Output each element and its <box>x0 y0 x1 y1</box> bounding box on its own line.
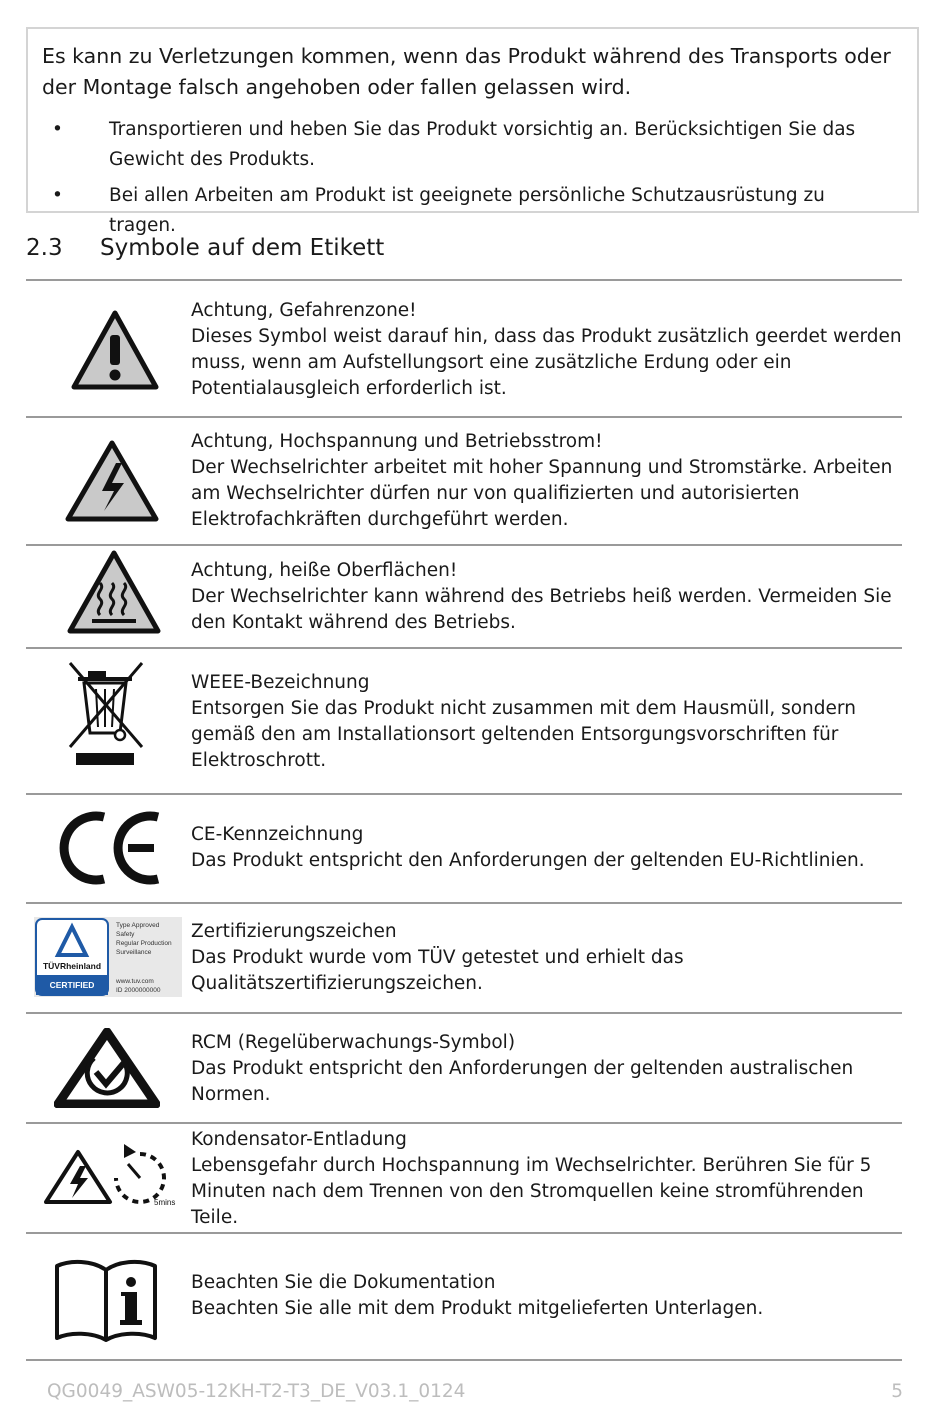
hot-surface-icon <box>26 546 191 647</box>
tuv-id: ID 2000000000 <box>116 987 161 994</box>
capacitor-time-label: 5mins <box>154 1198 176 1207</box>
tuv-line: Regular Production <box>116 940 172 947</box>
symbol-description <box>191 558 902 636</box>
symbol-row-ce <box>26 795 902 902</box>
ce-mark-icon <box>26 795 191 902</box>
table-rule <box>26 1359 902 1361</box>
symbol-text: Dieses Symbol weist darauf hin, dass das Produkt zusätzlich geerdet werden muss, wenn am Aufstellungsort eine zusätzliche Erdung oder ein Potentialausgleich erforderlich ist. <box>191 326 902 399</box>
high-voltage-icon <box>26 418 191 544</box>
symbol-title: Beachten Sie die Dokumentation <box>191 1272 496 1293</box>
symbol-title: RCM (Regelüberwachungs-Symbol) <box>191 1032 516 1053</box>
symbol-row-rcm <box>26 1014 902 1122</box>
symbol-text: Beachten Sie alle mit dem Produkt mitgelieferten Unterlagen. <box>191 1298 764 1319</box>
tuv-web: www.tuv.com <box>116 978 154 985</box>
symbol-title: CE-Kennzeichnung <box>191 824 364 845</box>
capacitor-discharge-icon <box>26 1124 191 1232</box>
symbol-description <box>191 298 902 402</box>
symbol-text: Das Produkt wurde vom TÜV getestet und erhielt das Qualitätszertifizierungszeichen. <box>191 947 684 994</box>
symbol-text: Der Wechselrichter arbeitet mit hoher Spannung und Stromstärke. Arbeiten am Wechselrichter dürfen nur von qualifizierten und autorisierten Elektrofachkräften durchgeführt werden. <box>191 457 893 530</box>
warning-triangle-icon <box>26 281 191 416</box>
tuv-certified: CERTIFIED <box>49 980 95 990</box>
symbol-row-tuv <box>26 904 902 1012</box>
warning-box <box>26 27 919 236</box>
bullet-text: Bei allen Arbeiten am Produkt ist geeignete persönliche Schutzausrüstung zu tragen. <box>109 185 825 236</box>
symbol-row-capacitor <box>26 1124 902 1232</box>
symbol-text: Das Produkt entspricht den Anforderungen der geltenden australischen Normen. <box>191 1058 854 1105</box>
bullet-text: Transportieren und heben Sie das Produkt vorsichtig an. Berücksichtigen Sie das Gewicht des Produkts. <box>109 119 856 170</box>
symbol-description <box>191 670 902 774</box>
symbol-row-documentation <box>26 1234 902 1359</box>
symbol-row-hot-surface <box>26 546 902 647</box>
symbol-description <box>191 1030 902 1108</box>
bullet-dot: • <box>52 119 63 140</box>
section-title: Symbole auf dem Etikett <box>100 235 385 261</box>
tuv-line: Safety <box>116 931 135 938</box>
symbol-text: Entsorgen Sie das Produkt nicht zusammen mit dem Hausmüll, sondern gemäß den am Installationsort geltenden Entsorgungsvorschriften für Elektroschrott. <box>191 698 856 771</box>
read-manual-icon <box>26 1234 191 1359</box>
tuv-line: Surveillance <box>116 949 152 956</box>
symbol-row-weee <box>26 649 902 793</box>
tuv-line: Type Approved <box>116 922 160 929</box>
page-number: 5 <box>891 1381 903 1402</box>
symbol-row-danger-zone <box>26 281 902 416</box>
symbol-text: Der Wechselrichter kann während des Betriebs heiß werden. Vermeiden Sie den Kontakt während des Betriebs. <box>191 586 892 633</box>
symbol-description <box>191 1127 902 1231</box>
warning-title: Es kann zu Verletzungen kommen, wenn das Produkt während des Transports oder der Montage falsch angehoben oder fallen gelassen wird. <box>42 44 891 99</box>
symbol-row-high-voltage <box>26 418 902 544</box>
section-number: 2.3 <box>26 235 63 261</box>
symbol-title: Kondensator-Entladung <box>191 1129 407 1150</box>
symbol-title: Zertifizierungszeichen <box>191 921 397 942</box>
tuv-brand: TÜVRheinland <box>42 961 102 971</box>
symbol-title: Achtung, Gefahrenzone! <box>191 300 417 321</box>
symbol-description <box>191 919 902 997</box>
symbol-description <box>191 822 902 874</box>
document-id: QG0049_ASW05-12KH-T2-T3_DE_V03.1_0124 <box>47 1381 466 1402</box>
tuv-certification-icon <box>26 904 191 1012</box>
bullet-dot: • <box>52 185 63 206</box>
symbol-text: Lebensgefahr durch Hochspannung im Wechselrichter. Berühren Sie für 5 Minuten nach dem Trennen von den Stromquellen keine stromführenden Teile. <box>191 1155 872 1228</box>
rcm-mark-icon <box>26 1014 191 1122</box>
symbol-description <box>191 429 902 533</box>
weee-bin-icon <box>26 649 191 793</box>
symbol-title: WEEE-Bezeichnung <box>191 672 370 693</box>
symbol-title: Achtung, heiße Oberflächen! <box>191 560 458 581</box>
symbol-title: Achtung, Hochspannung und Betriebsstrom! <box>191 431 603 452</box>
symbol-description <box>191 1270 902 1322</box>
symbol-text: Das Produkt entspricht den Anforderungen der geltenden EU-Richtlinien. <box>191 850 865 871</box>
